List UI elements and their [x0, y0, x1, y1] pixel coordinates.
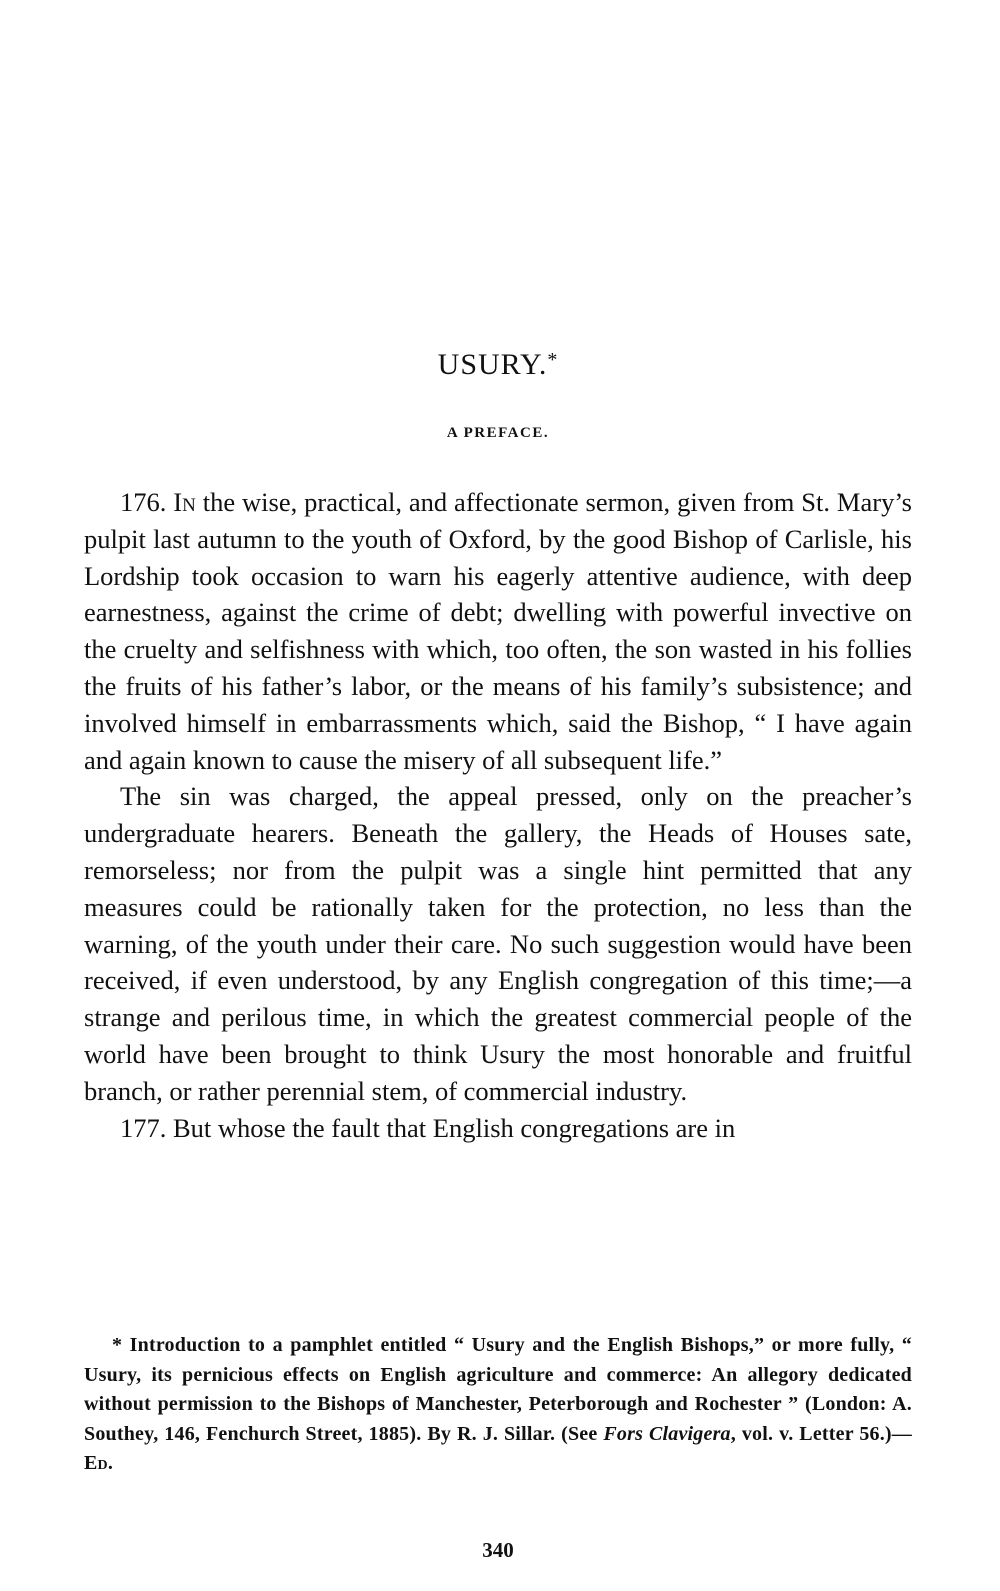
footnote	[84, 1331, 912, 1479]
paragraph-176-continued: The sin was charged, the appeal pressed, only on the preacher’s undergraduate hearers. Beneath the gallery, the Heads of Houses sate, remorseless; nor from the pulpit was a single hint permitted that any measures could be rationally taken for the protection, no less than the warning, of the youth under their care. No such suggestion would have been received, if even understood, by any English congregation of this time;—a strange and perilous time, in which the greatest commercial people of the world have been brought to think Usury the most honorable and fruitful branch, or rather perennial stem, of commercial industry.	[84, 781, 912, 1106]
footnote-part-1: Introduction to a pamphlet entitled “ Usury and the English Bishops,” or more fully, “ Usury, its pernicious effects on English agriculture and commerce: An allegory dedicated without permission to the Bishops of Manchester, Peterborough and Rochester ” (London: A. Southey, 146, Fenchurch Street, 1885). By R. J. Sillar. (See	[84, 1334, 912, 1445]
page-number: 340	[482, 1538, 514, 1562]
body-text	[84, 484, 912, 1146]
footnote-text	[84, 1331, 912, 1479]
paragraph-text: the wise, practical, and affectionate sermon, given from St. Mary’s pulpit last autumn to the youth of Oxford, by the good Bishop of Carlisle, his Lordship took occasion to warn his eagerly attentive audience, with deep earnestness, against the crime of debt; dwelling with powerful invective on the cruelty and selfishness with which, too often, the son wasted in his follies the fruits of his father’s labor, or the means of his family’s subsistence; and involved himself in embarrassments which, said the Bishop, “ I have again and again known to cause the misery of all subsequent life.”	[84, 487, 912, 775]
paragraph-number: 177.	[120, 1112, 167, 1143]
footnote-work-title: Fors Clavigera	[603, 1422, 731, 1445]
paragraph-number: 176.	[120, 487, 167, 517]
editor-mark: Ed.	[84, 1452, 114, 1474]
chapter-title	[84, 340, 912, 385]
footnote-reference-marker: *	[547, 349, 559, 371]
footnote-marker: *	[112, 1334, 123, 1356]
paragraph-text: But whose the fault that English congregations are in	[166, 1112, 736, 1143]
chapter-title-text: USURY.	[437, 348, 548, 381]
paragraph-initial: In	[173, 487, 196, 517]
book-page	[84, 0, 912, 1591]
paragraph-177	[84, 1110, 912, 1147]
paragraph-176	[84, 484, 912, 778]
footnote-part-2: , vol. v. Letter 56.)—	[730, 1422, 912, 1445]
chapter-subtitle: A PREFACE.	[446, 425, 550, 441]
